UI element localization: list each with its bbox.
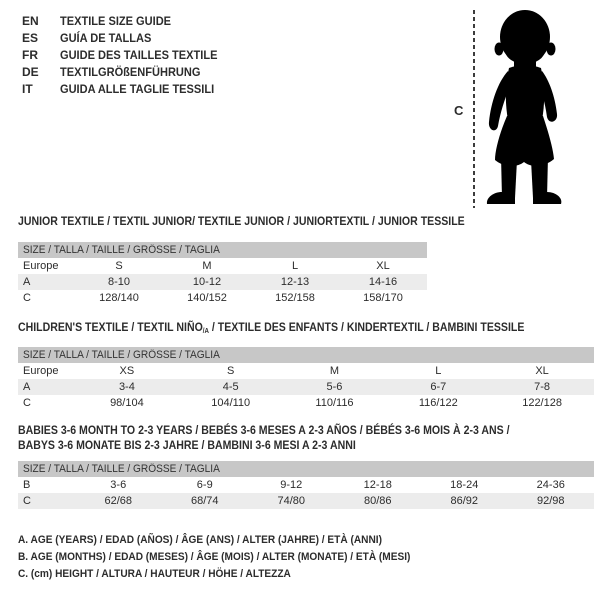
size-header-bar	[18, 347, 594, 363]
size-cell: 86/92	[450, 495, 479, 507]
size-cell: 128/140	[99, 292, 139, 304]
language-title: TEXTILE SIZE GUIDE	[60, 13, 172, 28]
size-cell: 14-16	[368, 276, 398, 288]
size-cell: S	[227, 365, 235, 377]
row-label: A	[23, 276, 31, 288]
size-header-bar	[18, 242, 427, 258]
size-cell: L	[291, 260, 299, 272]
size-cell: 6-9	[196, 479, 213, 491]
size-cell: 24-36	[536, 479, 565, 491]
size-cell: 3-6	[110, 479, 127, 491]
language-title: TEXTILGRÖßENFÜHRUNG	[60, 64, 201, 79]
size-cell: 18-24	[450, 479, 479, 491]
footnote-b: B. AGE (MONTHS) / EDAD (MESES) / ÂGE (MOIS) / ALTER (MONATE) / ETÀ (MESI)	[18, 551, 411, 563]
size-cell: 98/104	[110, 397, 144, 409]
size-cell: 122/128	[522, 397, 562, 409]
language-row-es	[22, 29, 231, 46]
row-label: C	[23, 495, 31, 507]
babies-section-title	[18, 423, 577, 453]
row-label: C	[23, 397, 31, 409]
size-cell: 8-10	[107, 276, 131, 288]
size-cell: 92/98	[536, 495, 565, 507]
children-size-table	[18, 347, 594, 411]
junior-section-title-text: JUNIOR TEXTILE / TEXTIL JUNIOR/ TEXTILE JUNIOR / JUNIORTEXTIL / JUNIOR TESSILE	[18, 214, 465, 228]
junior-section-title	[18, 214, 526, 229]
footnote-c: C. (cm) HEIGHT / ALTURA / HAUTEUR / HÖHE / ALTEZZA	[18, 568, 291, 580]
size-cell: S	[115, 260, 123, 272]
size-cell: 4-5	[222, 381, 239, 393]
language-code: DE	[22, 64, 39, 79]
size-cell: 68/74	[190, 495, 219, 507]
table-row	[18, 290, 427, 306]
language-code: FR	[22, 47, 38, 62]
footnotes	[18, 534, 445, 585]
size-cell: XS	[119, 365, 135, 377]
size-cell: 10-12	[192, 276, 222, 288]
size-header-text: SIZE / TALLA / TAILLE / GRÖSSE / TAGLIA	[23, 349, 220, 361]
size-cell: 116/122	[418, 397, 458, 409]
language-code: EN	[22, 13, 39, 28]
table-row	[18, 395, 594, 411]
footnote-a: A. AGE (YEARS) / EDAD (AÑOS) / ÂGE (ANS) / ALTER (JAHRE) / ETÀ (ANNI)	[18, 534, 382, 546]
size-cell: 6-7	[430, 381, 447, 393]
children-section-title	[18, 320, 593, 339]
size-cell: 158/170	[363, 292, 403, 304]
height-measure-label: C	[454, 103, 464, 118]
table-row	[18, 477, 594, 493]
size-cell: 80/86	[363, 495, 392, 507]
children-title-subscript: /A	[202, 328, 209, 335]
size-cell: M	[202, 260, 212, 272]
size-cell: 3-4	[118, 381, 135, 393]
language-list	[22, 12, 231, 97]
size-cell: XL	[535, 365, 549, 377]
babies-title-line2: BABYS 3-6 MONATE BIS 2-3 JAHRE / BAMBINI 3-6 MESI A 2-3 ANNI	[18, 438, 356, 452]
junior-size-table	[18, 242, 427, 306]
row-label: B	[23, 479, 31, 491]
size-cell: 5-6	[326, 381, 343, 393]
language-row-en	[22, 12, 231, 29]
size-cell: L	[435, 365, 442, 377]
table-row	[18, 379, 594, 395]
language-title: GUÍA DE TALLAS	[60, 30, 152, 45]
row-label: A	[23, 381, 31, 393]
size-header-text: SIZE / TALLA / TAILLE / GRÖSSE / TAGLIA	[23, 244, 220, 256]
size-cell: 7-8	[534, 381, 551, 393]
table-row	[18, 363, 594, 379]
size-cell: 62/68	[104, 495, 133, 507]
language-code: IT	[22, 81, 33, 96]
children-title-pre: CHILDREN'S TEXTILE / TEXTIL NIÑO	[18, 320, 203, 334]
language-row-it	[22, 80, 231, 97]
row-label: Europe	[23, 365, 59, 377]
babies-title-line1: BABIES 3-6 MONTH TO 2-3 YEARS / BEBÉS 3-6 MESES A 2-3 AÑOS / BÉBÉS 3-6 MOIS À 2-3 ANS /	[18, 423, 510, 437]
children-title-post: / TEXTILE DES ENFANTS / KINDERTEXTIL / BAMBINI TESSILE	[208, 320, 525, 334]
size-cell: 140/152	[187, 292, 227, 304]
size-cell: 12-18	[363, 479, 392, 491]
size-cell: 152/158	[275, 292, 315, 304]
babies-size-table	[18, 461, 594, 509]
size-header-bar	[18, 461, 594, 477]
size-cell: 74/80	[277, 495, 306, 507]
size-header-text: SIZE / TALLA / TAILLE / GRÖSSE / TAGLIA	[23, 463, 220, 475]
table-row	[18, 274, 427, 290]
row-label: Europe	[23, 260, 59, 272]
height-measure-dashed-line	[473, 10, 475, 208]
size-cell: 104/110	[211, 397, 251, 409]
size-cell: 9-12	[280, 479, 303, 491]
table-row	[18, 493, 594, 509]
language-title: GUIDE DES TAILLES TEXTILE	[60, 47, 218, 62]
language-title: GUIDA ALLE TAGLIE TESSILI	[60, 81, 215, 96]
language-row-de	[22, 63, 231, 80]
size-cell: 110/116	[315, 397, 354, 409]
row-label: C	[23, 292, 31, 304]
size-cell: M	[329, 365, 340, 377]
size-cell: XL	[376, 260, 390, 272]
language-row-fr	[22, 46, 231, 63]
baby-silhouette-icon	[481, 8, 567, 208]
children-section-title-text	[18, 320, 524, 339]
language-code: ES	[22, 30, 39, 45]
size-cell: 12-13	[280, 276, 310, 288]
table-row	[18, 258, 427, 274]
